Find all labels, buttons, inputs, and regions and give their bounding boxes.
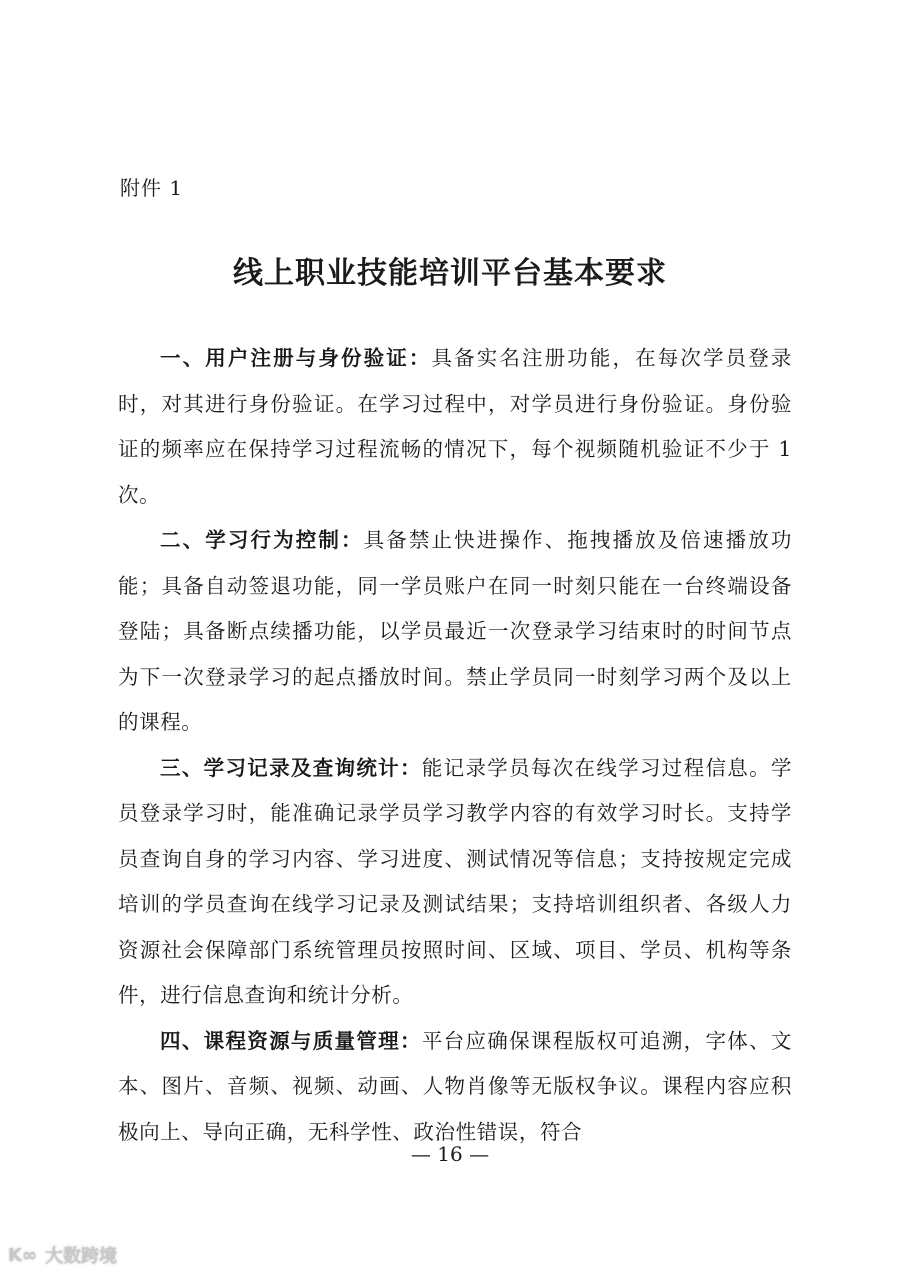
- watermark-text: 大数跨境: [44, 1246, 117, 1267]
- section-heading: 二、学习行为控制：: [160, 528, 364, 552]
- document-body: [118, 336, 792, 1155]
- section-text: 具备禁止快进操作、拖拽播放及倍速播放功能；具备自动签退功能，同一学员账户在同一时刻只能在一台终端设备登陆；具备断点续播功能，以学员最近一次登录学习结束时的时间节点为下一次登录学习的起点播放时间。禁止学员同一时刻学习两个及以上的课程。: [118, 528, 792, 734]
- document-title: 线上职业技能培训平台基本要求: [233, 256, 667, 291]
- section-paragraph: [118, 518, 792, 746]
- section-text: 平台应确保课程版权可追溯，字体、文本、图片、音频、视频、动画、人物肖像等无版权争议。课程内容应积极向上、导向正确，无科学性、政治性错误，符合: [118, 1028, 792, 1144]
- watermark: [8, 1242, 117, 1268]
- watermark-logo-icon: K∞: [8, 1244, 37, 1266]
- section-heading: 四、课程资源与质量管理：: [160, 1028, 422, 1053]
- page-number: — 16 —: [410, 1142, 490, 1166]
- section-paragraph: [118, 746, 792, 1019]
- annex-label: 附件 1: [120, 176, 184, 200]
- section-paragraph: [118, 1019, 792, 1156]
- section-paragraph: [118, 336, 792, 518]
- section-text: 具备实名注册功能，在每次学员登录时，对其进行身份验证。在学习过程中，对学员进行身份验证。身份验证的频率应在保持学习过程流畅的情况下，每个视频随机验证不少于 1 次。: [118, 346, 792, 507]
- section-text: 能记录学员每次在线学习过程信息。学员登录学习时，能准确记录学员学习教学内容的有效学习时长。支持学员查询自身的学习内容、学习进度、测试情况等信息；支持按规定完成培训的学员查询在线学习记录及测试结果；支持培训组织者、各级人力资源社会保障部门系统管理员按照时间、区域、项目、学员、机构等条件，进行信息查询和统计分析。: [118, 755, 792, 1007]
- section-heading: 三、学习记录及查询统计：: [160, 755, 422, 780]
- section-heading: 一、用户注册与身份验证：: [160, 346, 432, 370]
